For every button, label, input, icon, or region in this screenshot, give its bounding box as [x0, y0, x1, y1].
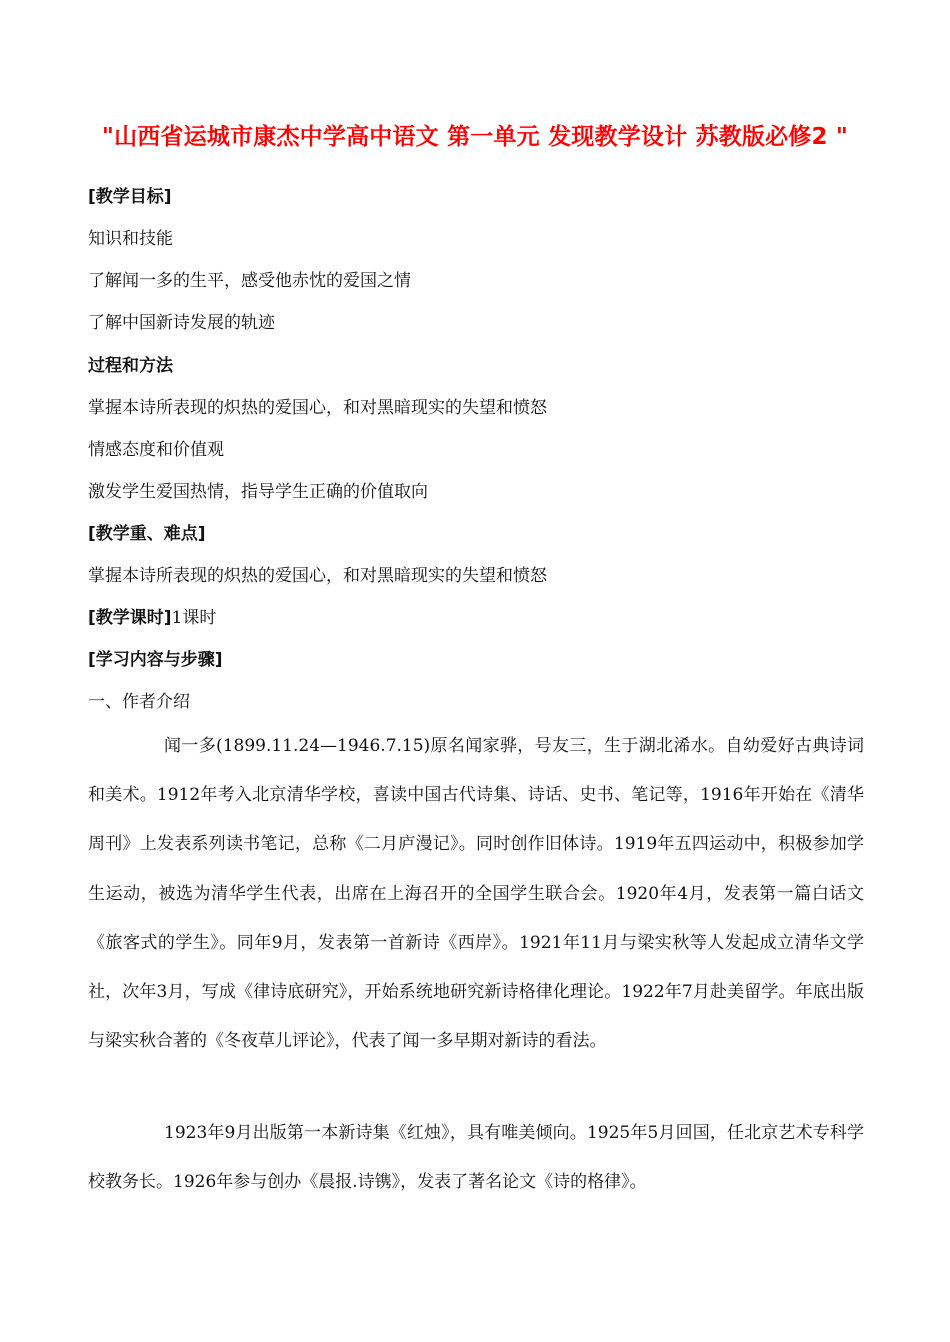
- content-steps-heading: [学习内容与步骤]: [88, 650, 223, 670]
- emotion-values-label: 情感态度和价值观: [88, 440, 224, 460]
- author-biography-paragraph-2: 1923年9月出版第一本新诗集《红烛》，具有唯美倾向。1925年5月回国，任北京艺术专科学校教务长。1926年参与创办《晨报.诗镌》，发表了著名论文《诗的格律》。: [88, 1123, 864, 1193]
- document-title: "山西省运城市康杰中学高中语文 第一单元 发现教学设计 苏教版必修2 ": [101, 124, 849, 150]
- objectives-heading: [教学目标]: [88, 187, 172, 207]
- process-method-1: 掌握本诗所表现的炽热的爱国心，和对黑暗现实的失望和愤怒: [88, 398, 547, 418]
- knowledge-skills-label: 知识和技能: [88, 229, 173, 249]
- keypoints-heading: [教学重、难点]: [88, 524, 206, 544]
- author-intro-heading: 一、作者介绍: [88, 692, 190, 712]
- objective-1: 了解闻一多的生平，感受他赤忱的爱国之情: [88, 271, 411, 291]
- objective-2: 了解中国新诗发展的轨迹: [88, 313, 275, 333]
- class-hours-heading: [教学课时]: [88, 608, 172, 628]
- class-hours-line: [88, 606, 216, 630]
- author-biography-paragraph-1: 闻一多(1899.11.24—1946.7.15)原名闻家骅，号友三，生于湖北浠水。自幼爱好古典诗词和美术。1912年考入北京清华学校，喜读中国古代诗集、诗话、史书、笔记等，1916年开始在《清华周刊》上发表系列读书笔记，总称《二月庐漫记》。同时创作旧体诗。1919年五四运动中，积极参加学生运动，被选为清华学生代表，出席在上海召开的全国学生联合会。1920年4月，发表第一篇白话文《旅客式的学生》。同年9月，发表第一首新诗《西岸》。1921年11月与梁实秋等人发起成立清华文学社，次年3月，写成《律诗底研究》，开始系统地研究新诗格律化理论。1922年7月赴美留学。年底出版与梁实秋合著的《冬夜草儿评论》，代表了闻一多早期对新诗的看法。: [88, 736, 864, 1052]
- process-method-heading: 过程和方法: [88, 356, 173, 376]
- class-hours-value: 1课时: [171, 608, 217, 628]
- emotion-values-1: 激发学生爱国热情，指导学生正确的价值取向: [88, 482, 428, 502]
- keypoint-1: 掌握本诗所表现的炽热的爱国心，和对黑暗现实的失望和愤怒: [88, 566, 547, 586]
